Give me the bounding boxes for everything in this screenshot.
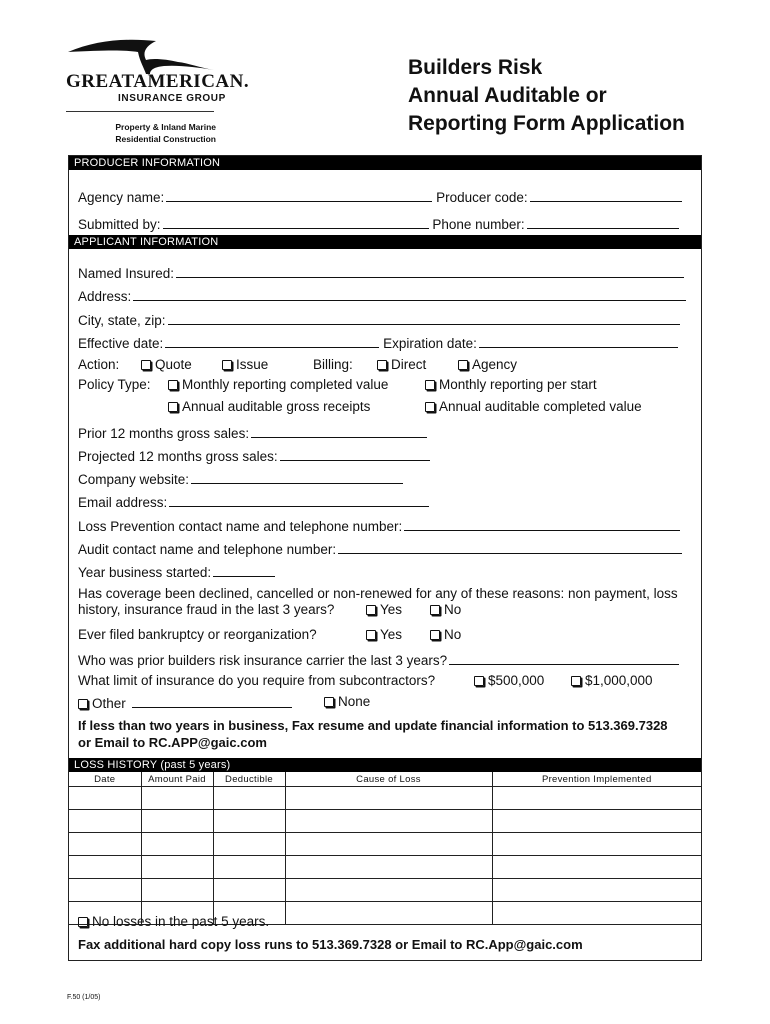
projected-sales-field[interactable] bbox=[280, 447, 430, 461]
checkbox-icon[interactable] bbox=[458, 360, 468, 370]
bankruptcy-yes-option[interactable] bbox=[366, 627, 402, 643]
projected-sales-row bbox=[78, 447, 430, 465]
projected-sales-label: Projected 12 months gross sales: bbox=[78, 449, 278, 464]
title-line-1: Builders Risk bbox=[408, 56, 543, 79]
audit-contact-row bbox=[78, 540, 682, 558]
email-address-field[interactable] bbox=[169, 493, 429, 507]
limit-none-label: None bbox=[338, 694, 371, 709]
agency-name-row bbox=[78, 188, 682, 206]
checkbox-icon[interactable] bbox=[222, 360, 232, 370]
agency-name-field[interactable] bbox=[166, 188, 432, 202]
checkbox-icon[interactable] bbox=[430, 630, 440, 640]
table-header-row bbox=[69, 772, 701, 787]
table-row bbox=[69, 856, 701, 879]
producer-section-header: PRODUCER INFORMATION bbox=[69, 156, 701, 170]
checkbox-icon[interactable] bbox=[425, 380, 435, 390]
pt-annual-gross-label: Annual auditable gross receipts bbox=[182, 399, 371, 414]
division-line-1: Property & Inland Marine bbox=[115, 122, 216, 132]
table-cell[interactable] bbox=[141, 787, 213, 810]
table-row bbox=[69, 879, 701, 902]
table-cell[interactable] bbox=[285, 856, 492, 879]
table-cell[interactable] bbox=[69, 856, 141, 879]
table-cell[interactable] bbox=[213, 810, 285, 833]
checkbox-icon[interactable] bbox=[474, 676, 484, 686]
title-line-2: Annual Auditable or bbox=[408, 84, 607, 107]
year-started-field[interactable] bbox=[213, 563, 275, 577]
city-state-zip-label: City, state, zip: bbox=[78, 313, 166, 328]
fax-notice: Fax additional hard copy loss runs to 513.369.7328 or Email to RC.App@gaic.com bbox=[78, 937, 583, 952]
table-cell[interactable] bbox=[492, 902, 701, 925]
checkbox-icon[interactable] bbox=[430, 605, 440, 615]
limit-question: What limit of insurance do you require from subcontractors? bbox=[78, 673, 436, 688]
column-header-deductible: Deductible bbox=[213, 772, 285, 787]
table-cell[interactable] bbox=[213, 879, 285, 902]
bankruptcy-question: Ever filed bankruptcy or reorganization? bbox=[78, 627, 317, 642]
billing-direct-option[interactable] bbox=[377, 357, 426, 373]
bankruptcy-no-option[interactable] bbox=[430, 627, 461, 643]
table-cell[interactable] bbox=[285, 902, 492, 925]
form-title bbox=[408, 54, 685, 138]
limit-other-field[interactable] bbox=[132, 694, 292, 708]
pt-monthly-completed-label: Monthly reporting completed value bbox=[182, 377, 389, 392]
table-cell[interactable] bbox=[285, 833, 492, 856]
form-number: F.50 (1/05) bbox=[67, 994, 101, 1001]
expiration-date-label: Expiration date: bbox=[383, 336, 477, 351]
coverage-question-line-2: history, insurance fraud in the last 3 years? bbox=[78, 602, 335, 617]
loss-history-table bbox=[69, 772, 701, 925]
company-website-field[interactable] bbox=[191, 470, 403, 484]
named-insured-field[interactable] bbox=[176, 264, 684, 278]
billing-direct-label: Direct bbox=[391, 357, 427, 372]
table-cell[interactable] bbox=[69, 810, 141, 833]
applicant-section-header: APPLICANT INFORMATION bbox=[69, 235, 701, 249]
table-row bbox=[69, 810, 701, 833]
application-form bbox=[68, 155, 702, 961]
table-cell[interactable] bbox=[492, 810, 701, 833]
submitted-by-field[interactable] bbox=[163, 215, 429, 229]
coverage-yes-label: Yes bbox=[380, 602, 403, 617]
dates-row bbox=[78, 334, 678, 352]
checkbox-icon[interactable] bbox=[324, 697, 334, 707]
table-cell[interactable] bbox=[285, 787, 492, 810]
producer-code-label: Producer code: bbox=[436, 190, 528, 205]
action-issue-option[interactable] bbox=[222, 357, 268, 373]
year-started-label: Year business started: bbox=[78, 565, 212, 580]
table-cell[interactable] bbox=[141, 810, 213, 833]
checkbox-icon[interactable] bbox=[168, 380, 178, 390]
pt-monthly-completed-option[interactable] bbox=[168, 377, 388, 393]
company-logo bbox=[66, 38, 250, 148]
table-cell[interactable] bbox=[285, 879, 492, 902]
limit-500k-label: $500,000 bbox=[488, 673, 545, 688]
column-header-amount-paid: Amount Paid bbox=[141, 772, 213, 787]
checkbox-icon[interactable] bbox=[571, 676, 581, 686]
no-losses-option[interactable] bbox=[78, 914, 269, 930]
pt-monthly-start-label: Monthly reporting per start bbox=[439, 377, 597, 392]
billing-agency-option[interactable] bbox=[458, 357, 517, 373]
billing-agency-label: Agency bbox=[472, 357, 518, 372]
limit-1m-label: $1,000,000 bbox=[585, 673, 653, 688]
table-cell[interactable] bbox=[141, 833, 213, 856]
effective-date-field[interactable] bbox=[165, 334, 379, 348]
company-website-label: Company website: bbox=[78, 472, 190, 487]
email-row bbox=[78, 493, 429, 511]
submitted-by-label: Submitted by: bbox=[78, 217, 161, 232]
checkbox-icon[interactable] bbox=[78, 917, 88, 927]
audit-contact-field[interactable] bbox=[338, 540, 682, 554]
year-started-row bbox=[78, 563, 275, 581]
loss-prevention-label: Loss Prevention contact name and telephone number: bbox=[78, 519, 403, 534]
email-address-label: Email address: bbox=[78, 495, 168, 510]
loss-prevention-field[interactable] bbox=[404, 517, 680, 531]
division-line-2: Residential Construction bbox=[115, 134, 216, 144]
checkbox-icon[interactable] bbox=[377, 360, 387, 370]
checkbox-icon[interactable] bbox=[366, 605, 376, 615]
audit-contact-label: Audit contact name and telephone number: bbox=[78, 542, 337, 557]
table-row bbox=[69, 833, 701, 856]
pt-annual-completed-label: Annual auditable completed value bbox=[439, 399, 642, 414]
prior-carrier-label: Who was prior builders risk insurance carrier the last 3 years? bbox=[78, 653, 448, 668]
named-insured-row bbox=[78, 264, 684, 282]
prior-carrier-row bbox=[78, 651, 679, 669]
notice-line-2: or Email to RC.APP@gaic.com bbox=[78, 735, 267, 750]
loss-prevention-row bbox=[78, 517, 680, 535]
table-cell[interactable] bbox=[69, 879, 141, 902]
table-row bbox=[69, 787, 701, 810]
pt-monthly-start-option[interactable] bbox=[425, 377, 597, 393]
table-cell[interactable] bbox=[141, 879, 213, 902]
pt-annual-completed-option[interactable] bbox=[425, 399, 642, 415]
city-state-zip-field[interactable] bbox=[168, 311, 680, 325]
address-field[interactable] bbox=[133, 287, 686, 301]
coverage-question-line-1: Has coverage been declined, cancelled or non-renewed for any of these reasons: non payment, loss bbox=[78, 586, 678, 601]
checkbox-icon[interactable] bbox=[425, 402, 435, 412]
column-header-cause-of-loss: Cause of Loss bbox=[285, 772, 492, 787]
table-cell[interactable] bbox=[492, 833, 701, 856]
table-cell[interactable] bbox=[69, 833, 141, 856]
bankruptcy-yes-label: Yes bbox=[380, 627, 403, 642]
coverage-no-label: No bbox=[444, 602, 462, 617]
submitted-by-row bbox=[78, 215, 679, 233]
logo-divider bbox=[66, 111, 214, 112]
prior-sales-label: Prior 12 months gross sales: bbox=[78, 426, 250, 441]
action-issue-label: Issue bbox=[236, 357, 269, 372]
table-cell[interactable] bbox=[213, 787, 285, 810]
column-header-date: Date bbox=[69, 772, 141, 787]
table-cell[interactable] bbox=[69, 787, 141, 810]
table-cell[interactable] bbox=[492, 856, 701, 879]
limit-500k-option[interactable] bbox=[474, 673, 544, 689]
table-cell[interactable] bbox=[213, 833, 285, 856]
table-cell[interactable] bbox=[492, 787, 701, 810]
effective-date-label: Effective date: bbox=[78, 336, 164, 351]
checkbox-icon[interactable] bbox=[168, 402, 178, 412]
address-row bbox=[78, 287, 686, 305]
limit-none-option[interactable] bbox=[324, 694, 370, 710]
table-cell[interactable] bbox=[492, 879, 701, 902]
pt-annual-gross-option[interactable] bbox=[168, 399, 370, 415]
logo-insurance-group: INSURANCE GROUP bbox=[118, 93, 226, 104]
limit-other-option[interactable] bbox=[78, 694, 292, 712]
agency-name-label: Agency name: bbox=[78, 190, 165, 205]
prior-sales-field[interactable] bbox=[251, 424, 427, 438]
bankruptcy-no-label: No bbox=[444, 627, 462, 642]
table-cell[interactable] bbox=[285, 810, 492, 833]
coverage-no-option[interactable] bbox=[430, 602, 461, 618]
prior-carrier-field[interactable] bbox=[449, 651, 679, 665]
loss-history-header: LOSS HISTORY (past 5 years) bbox=[69, 758, 701, 772]
named-insured-label: Named Insured: bbox=[78, 266, 175, 281]
limit-1m-option[interactable] bbox=[571, 673, 653, 689]
table-cell[interactable] bbox=[213, 856, 285, 879]
column-header-prevention: Prevention Implemented bbox=[541, 773, 652, 785]
billing-label: Billing: bbox=[313, 357, 353, 372]
action-quote-label: Quote bbox=[155, 357, 192, 372]
checkbox-icon[interactable] bbox=[141, 360, 151, 370]
logo-wordmark: GREATAMERICAN. bbox=[66, 71, 250, 92]
policy-type-label: Policy Type: bbox=[78, 377, 151, 392]
checkbox-icon[interactable] bbox=[366, 630, 376, 640]
producer-code-field[interactable] bbox=[530, 188, 682, 202]
company-website-row bbox=[78, 470, 403, 488]
action-quote-option[interactable] bbox=[141, 357, 192, 373]
address-label: Address: bbox=[78, 289, 132, 304]
no-losses-label: No losses in the past 5 years. bbox=[92, 914, 270, 929]
checkbox-icon[interactable] bbox=[78, 699, 88, 709]
phone-number-field[interactable] bbox=[527, 215, 679, 229]
notice-line-1: If less than two years in business, Fax resume and update financial information to 513.369.7328 bbox=[78, 718, 668, 733]
table-cell[interactable] bbox=[141, 856, 213, 879]
city-row bbox=[78, 311, 680, 329]
prior-sales-row bbox=[78, 424, 427, 442]
coverage-yes-option[interactable] bbox=[366, 602, 402, 618]
title-line-3: Reporting Form Application bbox=[408, 112, 685, 135]
limit-other-label: Other bbox=[92, 696, 126, 711]
expiration-date-field[interactable] bbox=[479, 334, 678, 348]
phone-number-label: Phone number: bbox=[432, 217, 525, 232]
action-label: Action: bbox=[78, 357, 120, 372]
